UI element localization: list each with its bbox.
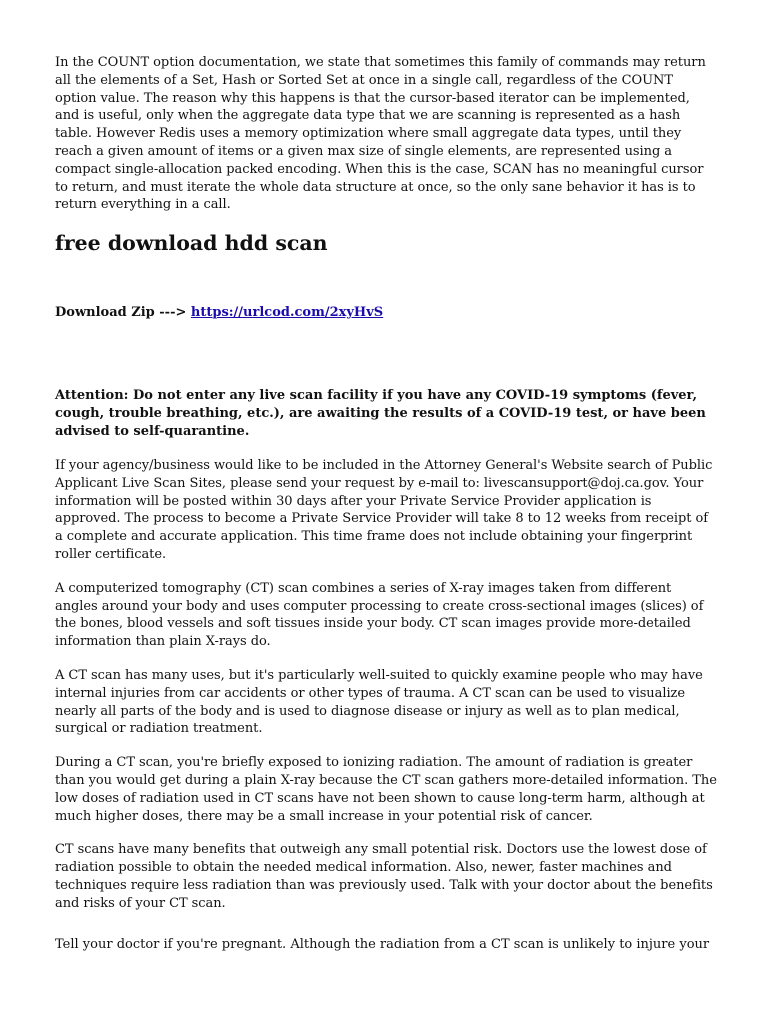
- paragraph-ct-overview: A computerized tomography (CT) scan combines a series of X-ray images taken from different angles around your body and uses computer processing to create cross-sectional images (slices) of the bones, blood vessels and soft tissues inside your body. CT scan images provide more-detailed information than plain X-rays do.: [55, 580, 704, 650]
- download-line: [55, 304, 383, 322]
- paragraph-ct-benefits: CT scans have many benefits that outweigh any small potential risk. Doctors use the lowest dose of radiation possible to obtain the needed medical information. Also, newer, faster machines and techniques require less radiation than was previously used. Talk with your doctor about the benefits and risks of your CT scan.: [55, 842, 713, 911]
- intro-paragraph: In the COUNT option documentation, we state that sometimes this family of commands may return all the elements of a Set, Hash or Sorted Set at once in a single call, regardless of the COUNT option value. The reason why this happens is that the cursor-based iterator can be implemented, and is useful, only when the aggregate data type that we are scanning is represented as a hash table. However Redis uses a memory optimization where small aggregate data types, until they reach a given amount of items or a given max size of single elements, are represented using a compact single-allocation packed encoding. When this is the case, SCAN has no meaningful cursor to return, and must iterate the whole data structure at once, so the only sane behavior it has is to return everything in a call.: [55, 55, 706, 213]
- page-title: free download hdd scan: [55, 231, 328, 255]
- attention-notice: Attention: Do not enter any live scan facility if you have any COVID-19 symptoms (fever, cough, trouble breathing, etc.), are awaiting the results of a COVID-19 test, or have been advised to self-quarantine.: [55, 388, 706, 439]
- download-link[interactable]: https://urlcod.com/2xyHvS: [190, 305, 384, 320]
- paragraph-live-scan: If your agency/business would like to be included in the Attorney General's Website search of Public Applicant Live Scan Sites, please send your request by e-mail to: livescansupport@doj.ca.gov. Your information will be posted within 30 days after your Private Service Provider application is approved. The process to become a Private Service Provider will take 8 to 12 weeks from receipt of a complete and accurate application. This time frame does not include obtaining your fingerprint roller certificate.: [55, 458, 713, 562]
- paragraph-pregnancy: Tell your doctor if you're pregnant. Although the radiation from a CT scan is unlikely to injure your: [55, 937, 710, 952]
- download-label: Download Zip --->: [55, 305, 187, 320]
- paragraph-ct-radiation: During a CT scan, you're briefly exposed to ionizing radiation. The amount of radiation is greater than you would get during a plain X-ray because the CT scan gathers more-detailed information. The low doses of radiation used in CT scans have not been shown to cause long-term harm, although at much higher doses, there may be a small increase in your potential risk of cancer.: [55, 755, 717, 824]
- paragraph-ct-uses: A CT scan has many uses, but it's particularly well-suited to quickly examine people who may have internal injuries from car accidents or other types of trauma. A CT scan can be used to visualize nearly all parts of the body and is used to diagnose disease or injury as well as to plan medical, surgical or radiation treatment.: [55, 667, 703, 737]
- body-paragraphs: [55, 457, 717, 929]
- document-page: [55, 54, 717, 952]
